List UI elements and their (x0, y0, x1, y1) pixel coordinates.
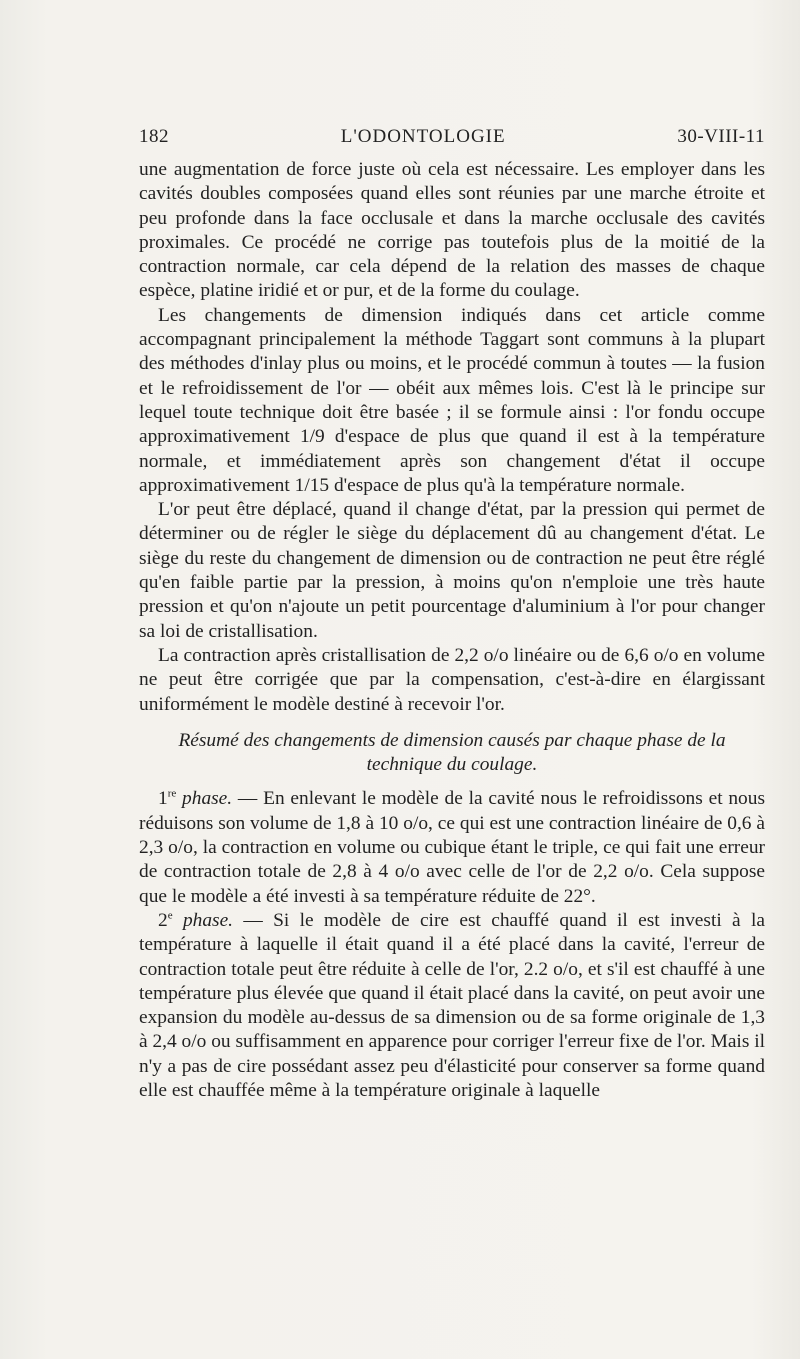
paragraph: La contraction après cristallisation de 2,2 o/o linéaire ou de 6,6 o/o en volume ne peut être corrigée que par la compensation, c'est-à-dire en élargissant uniformément le modèle destiné à recevoir l'or. (139, 644, 765, 715)
phase-text: — En enlevant le modèle de la cavité nous le refroidissons et nous réduisons son volume de 1,8 à 10 o/o, ce qui est une contraction linéaire de 0,6 à 2,3 o/o, la contraction en volume ou cubique étant le triple, ce qui fait une erreur de contraction totale de 2,8 à 4 o/o avec celle de l'or de 2,2 o/o. Cela suppose que le modèle a été investi à sa température réduite de 22°. (139, 788, 765, 907)
phase-number: 1 (158, 788, 168, 810)
section-heading-line-1: Résumé des changements de dimension causés par chaque phase de la (178, 729, 726, 751)
phase-ordinal-suffix: e (167, 909, 173, 922)
page-number: 182 (139, 126, 169, 147)
paragraph-continued: une augmentation de force juste où cela est nécessaire. Les employer dans les cavités doubles composées quand elles sont réunies par une marche étroite et peu profonde dans la face occlusale et dans la marche occlusale des cavités proximales. Ce procédé ne corrige pas toutefois plus de la moitié de la contraction normale, car cela dépend de la relation des masses de chaque espèce, platine iridié et or pur, et de la forme du coulage. (139, 159, 765, 302)
running-header (139, 126, 765, 148)
phase-label: phase. (182, 909, 234, 931)
journal-title: L'ODONTOLOGIE (340, 126, 506, 147)
phase-text: — Si le modèle de cire est chauffé quand il est investi à la température à laquelle il était quand il a été placé dans la cavité, l'erreur de contraction totale peut être réduite à celle de l'or, 2.2 o/o, et s'il est chauffé à une température plus élevée que quand il était placé dans la cavité, on peut avoir une expansion du modèle au-dessus de sa dimension ou de sa forme originale de 1,3 à 2,4 o/o ou suffisamment en apparence pour corriger l'erreur fixe de l'or. Mais il n'y a pas de cire possédant assez peu d'élasticité pour conserver sa forme quand elle est chauffée même à la température originale à laquelle (139, 909, 765, 1101)
phase-label: phase. (182, 788, 233, 810)
phase-number: 2 (158, 909, 168, 931)
phase-paragraph-1 (139, 787, 765, 908)
phase-ordinal-suffix: re (167, 787, 177, 800)
paragraph: L'or peut être déplacé, quand il change d'état, par la pression qui permet de déterminer ou de régler le siège du déplacement dû au changement d'état. Le siège du reste du changement de dimension ou de contraction ne peut être réglé qu'en faible partie par la pression, à moins qu'on n'emploie une très haute pression et qu'on n'ajoute un petit pourcentage d'aluminium à l'or pour changer sa loi de cristallisation. (139, 499, 765, 642)
body-text (139, 158, 765, 1103)
paragraph: Les changements de dimension indiqués dans cet article comme accompagnant principalement la méthode Taggart sont communs à la plupart des méthodes d'inlay plus ou moins, et le procédé commun à toutes — la fusion et le refroidissement de l'or — obéit aux mêmes lois. C'est là le principe sur lequel toute technique doit être basée ; il se formule ainsi : l'or fondu occupe approximativement 1/9 d'espace de plus que quand il est à la température normale, et immédiatement après son changement d'état il occupe approximativement 1/15 d'espace de plus qu'à la température normale. (139, 304, 765, 496)
section-heading (139, 729, 765, 778)
section-heading-line-2: technique du coulage. (366, 754, 538, 776)
issue-date: 30-VIII-11 (677, 126, 765, 147)
phase-paragraph-2 (139, 909, 765, 1103)
